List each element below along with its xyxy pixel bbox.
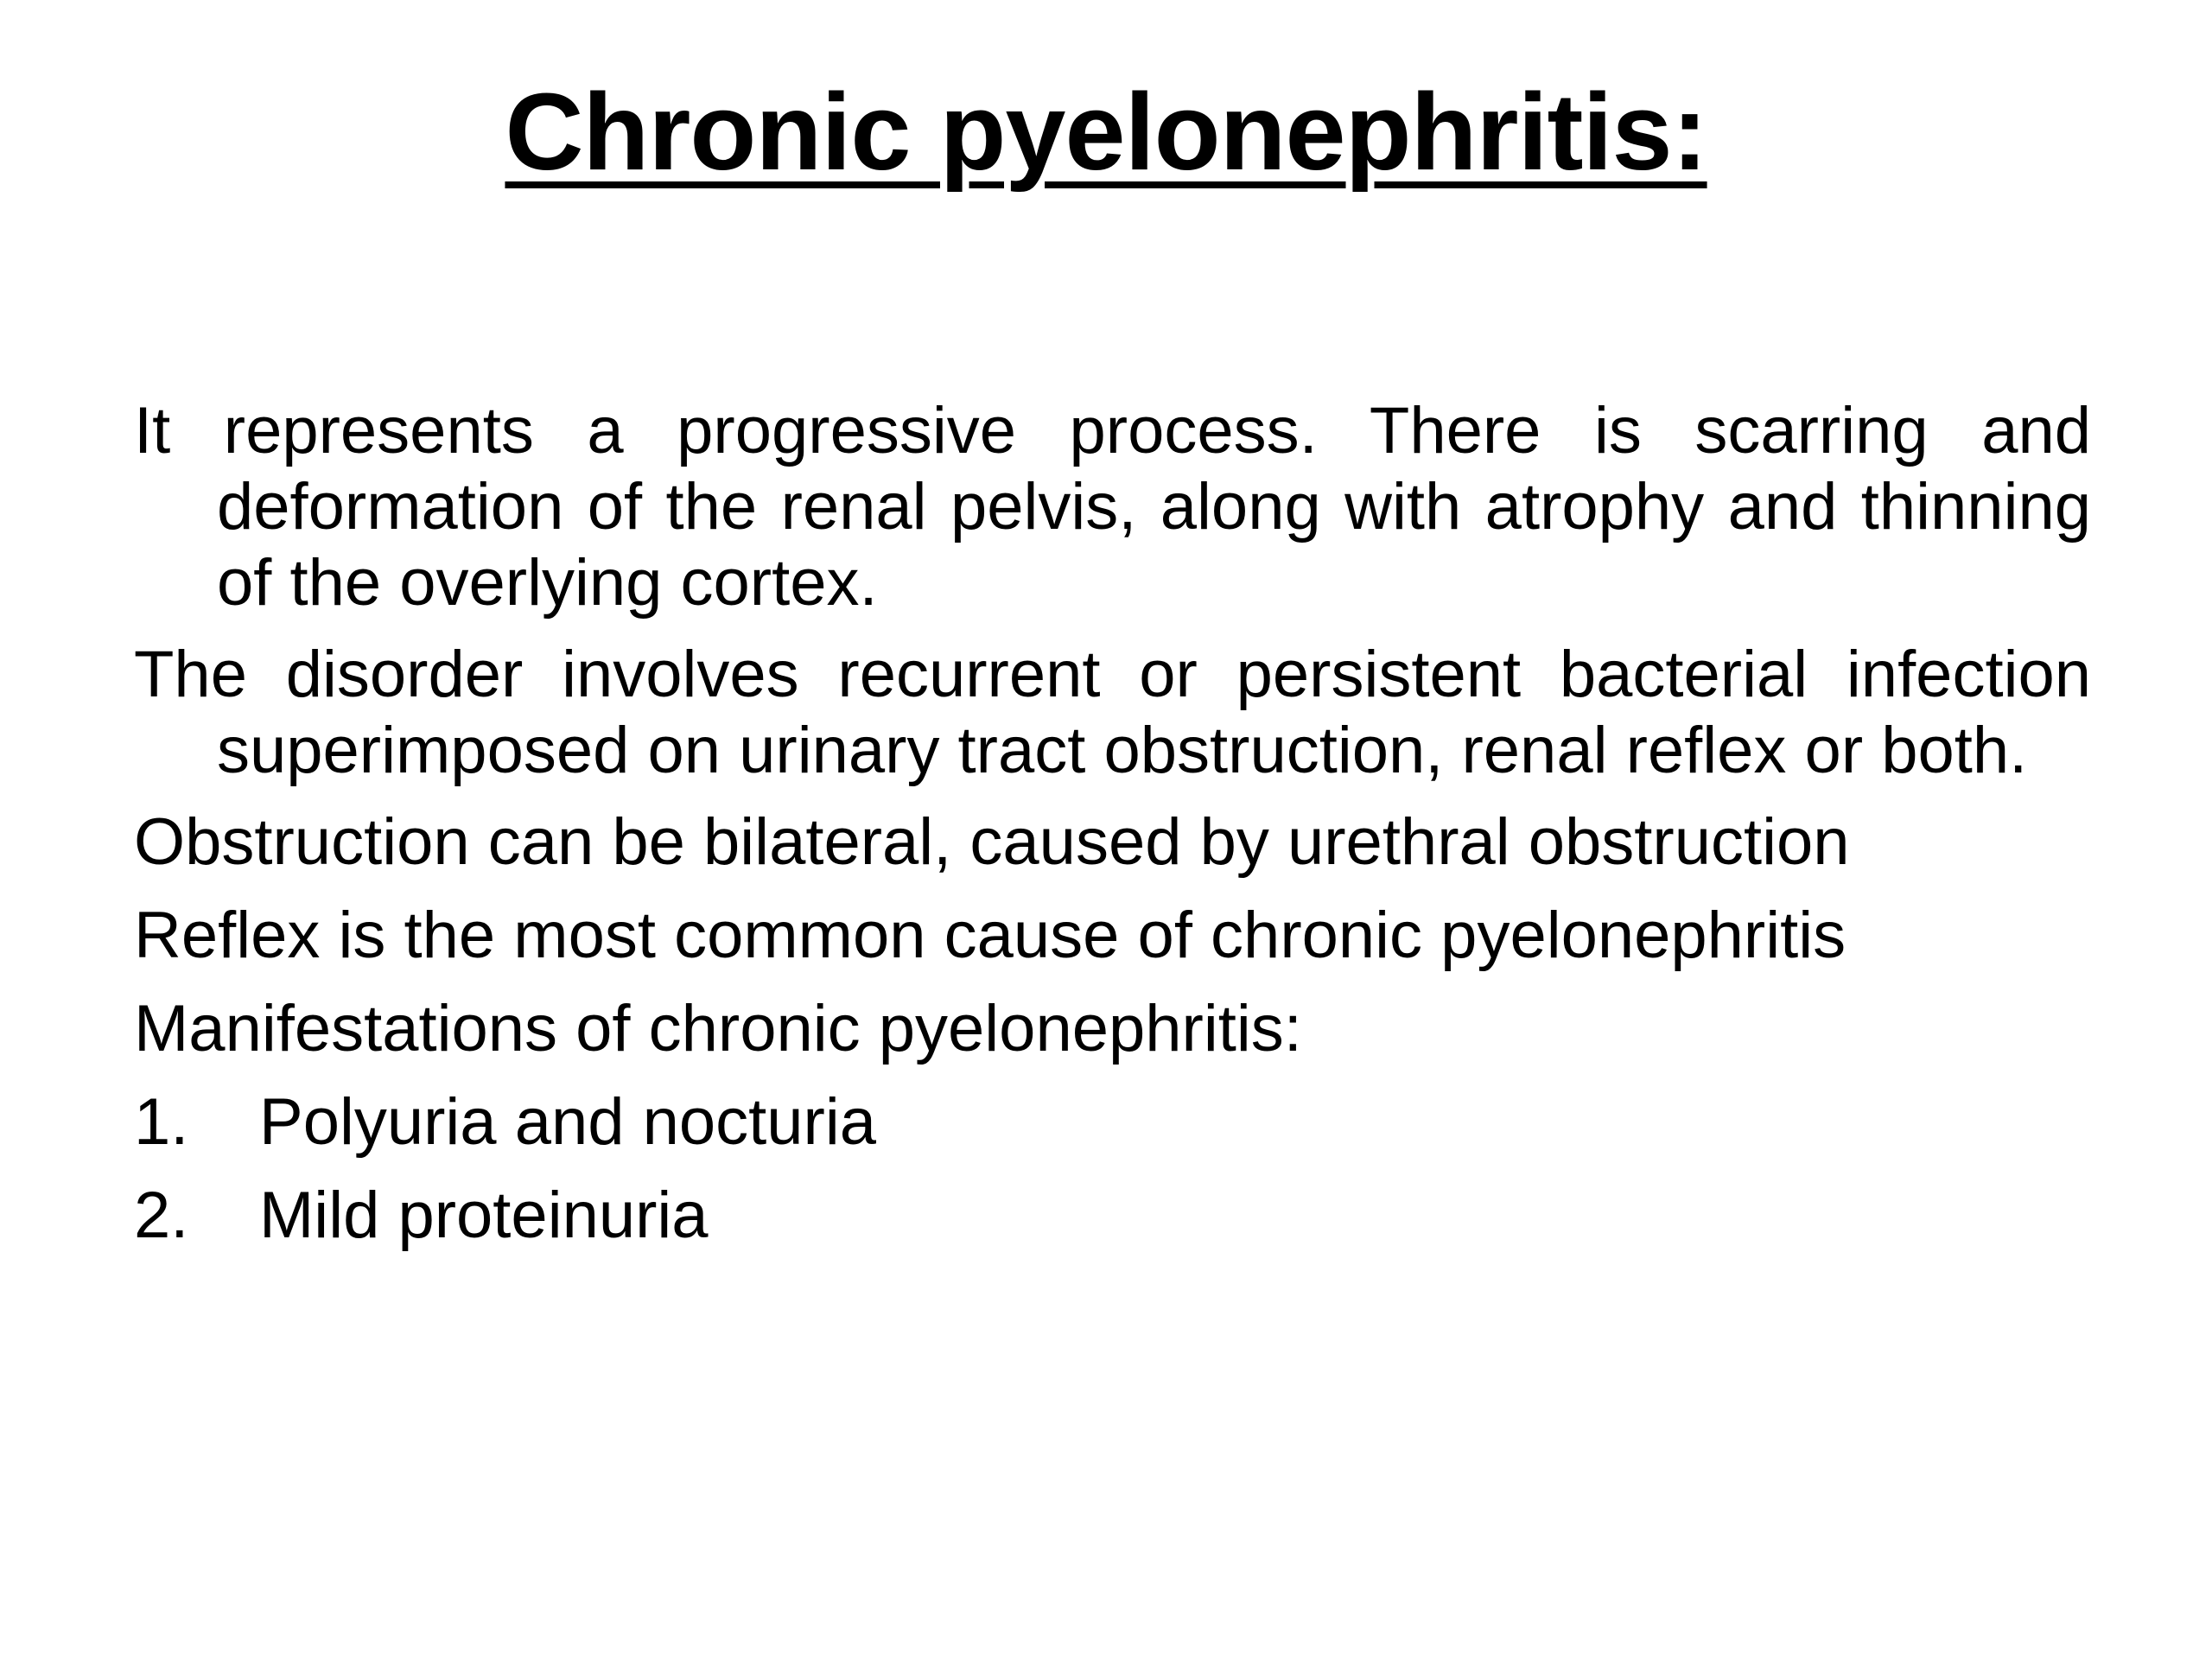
paragraph-disorder: The disorder involves recurrent or persistent bacterial infection superimposed on urinary tract obstruction, renal reflex or both. bbox=[134, 638, 2091, 787]
slide-title-text: Chronic pyelonephritis: bbox=[505, 71, 1707, 193]
list-item bbox=[134, 1084, 2091, 1160]
paragraph-progressive-process: It represents a progressive process. There is scarring and deformation of the renal pelvis, along with atrophy and thinning of the overlying cortex. bbox=[134, 394, 2091, 620]
list-text: Polyuria and nocturia bbox=[259, 1085, 876, 1159]
slide-body bbox=[134, 393, 2091, 1271]
list-text: Mild proteinuria bbox=[259, 1179, 709, 1252]
line-obstruction: Obstruction can be bilateral, caused by urethral obstruction bbox=[134, 805, 1850, 879]
list-number: 1. bbox=[134, 1085, 189, 1159]
line-manifestations: Manifestations of chronic pyelonephritis: bbox=[134, 992, 1302, 1065]
list-number: 2. bbox=[134, 1179, 189, 1252]
list-item bbox=[134, 1178, 2091, 1254]
line-reflex: Reflex is the most common cause of chronic pyelonephritis bbox=[134, 899, 1847, 972]
slide-title bbox=[0, 67, 2212, 197]
